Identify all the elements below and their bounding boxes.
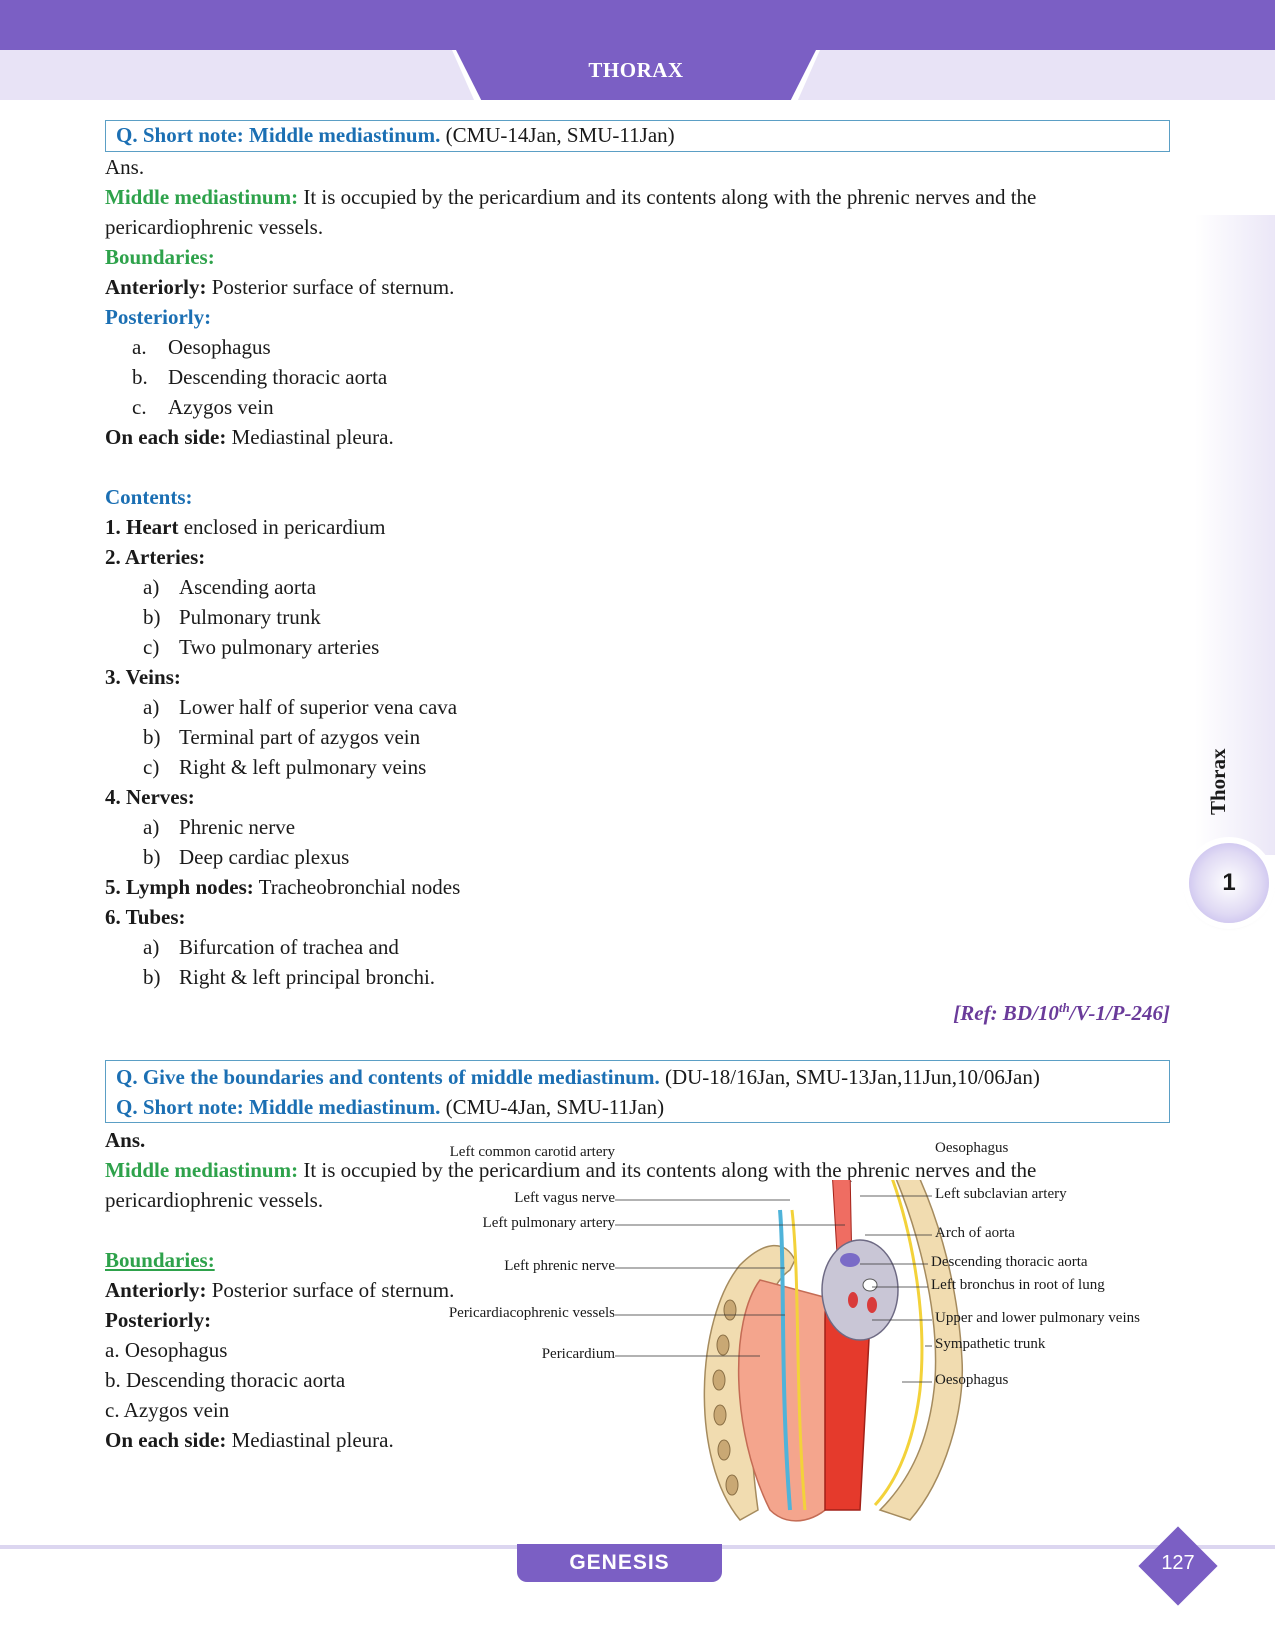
- question-source-2: (CMU-4Jan, SMU-11Jan): [440, 1095, 665, 1119]
- question-box-2: [105, 1060, 1170, 1123]
- list-item: a. Oesophagus: [105, 1338, 228, 1362]
- content-tubes: 6. Tubes:: [105, 905, 186, 929]
- pulmonary-artery-shape: [840, 1253, 860, 1267]
- list-text: Ascending aorta: [179, 575, 317, 599]
- contents-heading: Contents:: [105, 485, 193, 509]
- list-marker: a): [143, 935, 160, 959]
- label-descending-aorta: Descending thoracic aorta: [931, 1254, 1088, 1270]
- list-text: Azygos vein: [168, 395, 274, 419]
- content-text: Tracheobronchial nodes: [253, 875, 461, 899]
- label-oesophagus-lower: Oesophagus: [935, 1372, 1009, 1388]
- anterior-line-2: [105, 1275, 454, 1305]
- label-left-vagus: Left vagus nerve: [514, 1190, 615, 1206]
- boundaries-heading-2: Boundaries:: [105, 1248, 215, 1272]
- list-text: Lower half of superior vena cava: [179, 695, 458, 719]
- list-marker: c.: [132, 395, 147, 419]
- content-label: 1. Heart: [105, 515, 179, 539]
- boundaries-heading: Boundaries:: [105, 245, 215, 269]
- list-text: Terminal part of azygos vein: [179, 725, 421, 749]
- definition-text: It is occupied by the pericardium and its contents along with the phrenic nerves and the: [298, 185, 1037, 209]
- label-left-pulmonary-artery: Left pulmonary artery: [482, 1215, 615, 1231]
- definition-text: It is occupied by the pericardium and its contents along with the phrenic nerves and the: [298, 1158, 1037, 1182]
- label-left-subclavian: Left subclavian artery: [935, 1186, 1067, 1202]
- side-label: On each side:: [105, 1428, 227, 1452]
- question-source: (CMU-14Jan, SMU-11Jan): [440, 123, 675, 147]
- label-arch-of-aorta: Arch of aorta: [935, 1225, 1015, 1241]
- label-oesophagus-upper: Oesophagus: [935, 1140, 1009, 1156]
- list-item: [143, 842, 349, 872]
- side-text: Mediastinal pleura.: [226, 425, 394, 449]
- list-marker: c): [143, 755, 160, 779]
- list-text: Phrenic nerve: [179, 815, 296, 839]
- page-number: 127: [1161, 1552, 1195, 1574]
- label-left-bronchus: Left bronchus in root of lung: [931, 1277, 1105, 1293]
- list-text: Descending thoracic aorta: [168, 365, 388, 389]
- list-item: c. Azygos vein: [105, 1398, 230, 1422]
- list-text: Pulmonary trunk: [179, 605, 321, 629]
- list-text: Two pulmonary arteries: [179, 635, 380, 659]
- list-text: Deep cardiac plexus: [179, 845, 350, 869]
- question-title: Q. Give the boundaries and contents of middle mediastinum.: [116, 1065, 660, 1089]
- content-nerves: 4. Nerves:: [105, 785, 195, 809]
- list-marker: b): [143, 845, 161, 869]
- content-arteries: 2. Arteries:: [105, 545, 206, 569]
- side-chapter-label: Thorax: [1206, 748, 1230, 815]
- chapter-number-badge: 1: [1189, 843, 1269, 923]
- label-pericardiacophrenic: Pericardiacophrenic vessels: [448, 1305, 615, 1321]
- list-item: [143, 572, 316, 602]
- definition-line-2: pericardiophrenic vessels.: [105, 215, 324, 239]
- question-title: Q. Short note: Middle mediastinum.: [116, 123, 441, 147]
- chapter-title: THORAX: [588, 58, 684, 82]
- list-item: [143, 752, 426, 782]
- posterior-heading: Posteriorly:: [105, 305, 212, 329]
- side-label: On each side:: [105, 425, 227, 449]
- lung-root-shape: [822, 1240, 898, 1340]
- list-marker: a.: [132, 335, 147, 359]
- answer-label-2: Ans.: [105, 1128, 146, 1152]
- list-marker: b.: [132, 365, 148, 389]
- side-line-2: [105, 1425, 394, 1455]
- question-title-2: Q. Short note: Middle mediastinum.: [116, 1095, 441, 1119]
- label-pulmonary-veins: Upper and lower pulmonary veins: [935, 1310, 1140, 1326]
- ref-text: [Ref: BD/10: [953, 1001, 1059, 1025]
- list-item: [143, 632, 379, 662]
- pulmonary-vein-shape: [867, 1297, 877, 1313]
- question-box-1: [105, 120, 1170, 152]
- anterior-text: Posterior surface of sternum.: [206, 1278, 455, 1302]
- label-left-common-carotid: Left common carotid artery: [449, 1144, 615, 1160]
- content-text: enclosed in pericardium: [178, 515, 386, 539]
- term-label: Middle mediastinum:: [105, 185, 299, 209]
- label-left-phrenic: Left phrenic nerve: [504, 1258, 615, 1274]
- definition-line: [105, 182, 1036, 212]
- list-item: [143, 932, 399, 962]
- list-text: Right & left principal bronchi.: [179, 965, 436, 989]
- list-item: [132, 392, 274, 422]
- side-text: Mediastinal pleura.: [226, 1428, 394, 1452]
- list-marker: b): [143, 965, 161, 989]
- list-item: [143, 812, 295, 842]
- side-line: [105, 422, 394, 452]
- posterior-heading-2: Posteriorly:: [105, 1308, 212, 1332]
- list-item: [132, 362, 387, 392]
- content-veins: 3. Veins:: [105, 665, 181, 689]
- list-text: Bifurcation of trachea and: [179, 935, 399, 959]
- list-marker: b): [143, 605, 161, 629]
- term-label: Middle mediastinum:: [105, 1158, 299, 1182]
- anterior-line: [105, 272, 454, 302]
- list-marker: a): [143, 575, 160, 599]
- list-item: [143, 722, 420, 752]
- list-text: Right & left pulmonary veins: [179, 755, 427, 779]
- content-heart: [105, 512, 386, 542]
- anterior-label: Anteriorly:: [105, 1278, 207, 1302]
- anterior-text: Posterior surface of sternum.: [206, 275, 455, 299]
- pulmonary-vein-shape: [848, 1292, 858, 1308]
- list-marker: b): [143, 725, 161, 749]
- question-source: (DU-18/16Jan, SMU-13Jan,11Jun,10/06Jan): [659, 1065, 1040, 1089]
- definition-line-2: pericardiophrenic vessels.: [105, 1188, 324, 1212]
- list-item: [132, 332, 271, 362]
- list-marker: c): [143, 635, 160, 659]
- answer-label: Ans.: [105, 155, 145, 179]
- list-item: [143, 962, 435, 992]
- list-marker: a): [143, 695, 160, 719]
- list-item: [143, 692, 457, 722]
- content-lymph: [105, 872, 460, 902]
- ref-text-end: /V-1/P-246]: [1069, 1001, 1170, 1025]
- label-sympathetic-trunk: Sympathetic trunk: [935, 1336, 1046, 1352]
- list-marker: a): [143, 815, 160, 839]
- footer-brand: GENESIS: [517, 1544, 722, 1582]
- bronchus-shape: [863, 1279, 877, 1291]
- reference-citation: [953, 1000, 1170, 1026]
- header-band: [0, 0, 1275, 50]
- list-text: Oesophagus: [168, 335, 271, 359]
- label-pericardium: Pericardium: [541, 1346, 615, 1362]
- anterior-label: Anteriorly:: [105, 275, 207, 299]
- content-label: 5. Lymph nodes:: [105, 875, 254, 899]
- list-item: [143, 602, 321, 632]
- list-item: b. Descending thoracic aorta: [105, 1368, 346, 1392]
- ref-superscript: th: [1058, 1000, 1070, 1015]
